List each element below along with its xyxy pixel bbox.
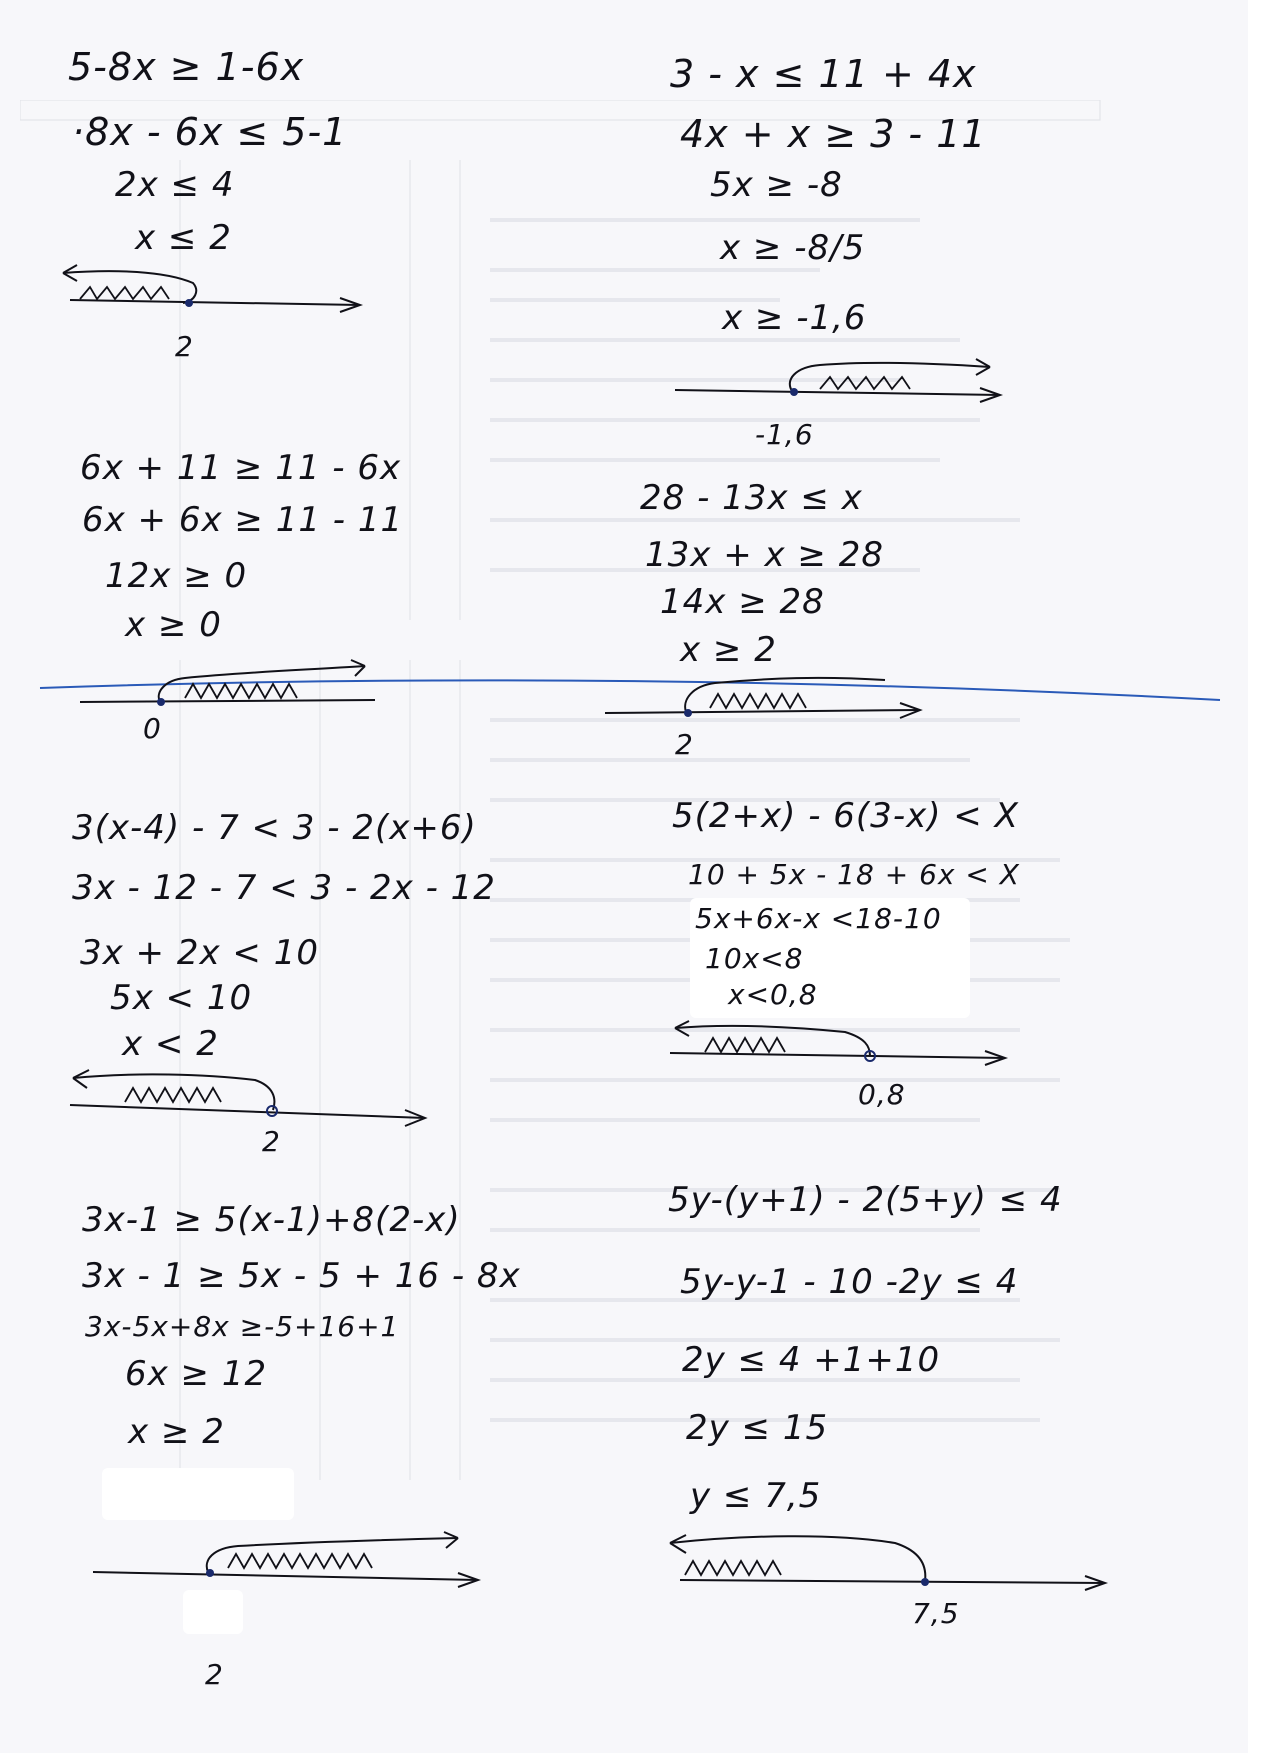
problem-1-number-line (55, 255, 375, 325)
problem-8-line-5: y ≤ 7,5 (690, 1476, 822, 1516)
problem-6-line-2: 10 + 5x - 18 + 6x < X (688, 858, 1020, 891)
problem-7-line-2: 3x - 1 ≥ 5x - 5 + 16 - 8x (82, 1256, 521, 1296)
problem-5-point-label: 2 (262, 1125, 281, 1158)
problem-1-line-1: 5-8x ≥ 1-6x (68, 45, 305, 89)
problem-3-line-3: 12x ≥ 0 (105, 556, 248, 596)
problem-1-line-4: x ≤ 2 (135, 218, 232, 258)
problem-7-line-4: 6x ≥ 12 (125, 1354, 268, 1394)
problem-5-line-1: 3(x-4) - 7 < 3 - 2(x+6) (72, 808, 477, 848)
problem-2-line-3: 5x ≥ -8 (710, 165, 843, 205)
problem-2-number-line (670, 355, 1010, 415)
problem-7-line-1: 3x-1 ≥ 5(x-1)+8(2-x) (82, 1200, 461, 1240)
problem-2-line-4: x ≥ -8/5 (720, 228, 866, 268)
problem-6-line-4: 10x<8 (705, 942, 804, 975)
problem-3-line-4: x ≥ 0 (125, 605, 222, 645)
problem-4-number-line (600, 668, 930, 728)
problem-4-line-1: 28 - 13x ≤ x (640, 478, 863, 518)
problem-8-line-1: 5y-(y+1) - 2(5+y) ≤ 4 (668, 1180, 1063, 1220)
whiteout-patch (102, 1468, 294, 1520)
problem-1-line-3: 2x ≤ 4 (115, 165, 235, 205)
problem-8-line-2: 5y-y-1 - 10 -2y ≤ 4 (680, 1262, 1019, 1302)
problem-3-line-1: 6x + 11 ≥ 11 - 6x (80, 448, 402, 488)
problem-6-point-label: 0,8 (858, 1078, 906, 1111)
problem-8-line-4: 2y ≤ 15 (686, 1408, 829, 1448)
problem-6-line-5: x<0,8 (728, 978, 818, 1011)
problem-5-line-2: 3x - 12 - 7 < 3 - 2x - 12 (72, 868, 496, 908)
problem-2-point-label: -1,6 (755, 418, 814, 451)
problem-3-number-line (75, 660, 385, 715)
problem-4-line-4: x ≥ 2 (680, 630, 777, 670)
problem-4-line-2: 13x + x ≥ 28 (645, 535, 884, 575)
problem-1-line-2: ·8x - 6x ≤ 5-1 (72, 110, 348, 154)
problem-5-line-5: x < 2 (122, 1024, 219, 1064)
problem-7-point-label: 2 (205, 1658, 224, 1691)
problem-2-line-1: 3 - x ≤ 11 + 4x (670, 52, 977, 96)
problem-3-line-2: 6x + 6x ≥ 11 - 11 (82, 500, 404, 540)
problem-3-point-label: 0 (143, 712, 162, 745)
problem-5-line-3: 3x + 2x < 10 (80, 933, 319, 973)
problem-2-line-5: x ≥ -1,6 (722, 298, 867, 338)
problem-5-number-line (65, 1060, 435, 1130)
problem-6-number-line (665, 1018, 1015, 1078)
problem-8-number-line (665, 1525, 1115, 1595)
problem-2-line-2: 4x + x ≥ 3 - 11 (680, 112, 987, 156)
problem-1-point-label: 2 (175, 330, 194, 363)
scan-margin (1248, 0, 1275, 1753)
problem-4-line-3: 14x ≥ 28 (660, 582, 825, 622)
problem-8-point-label: 7,5 (912, 1597, 960, 1630)
problem-7-line-3: 3x-5x+8x ≥-5+16+1 (85, 1310, 400, 1343)
problem-7-number-line (88, 1530, 488, 1610)
problem-5-line-4: 5x < 10 (110, 978, 253, 1018)
problem-6-line-3: 5x+6x-x <18-10 (695, 902, 942, 935)
problem-8-line-3: 2y ≤ 4 +1+10 (682, 1340, 941, 1380)
problem-4-point-label: 2 (675, 728, 694, 761)
problem-6-line-1: 5(2+x) - 6(3-x) < X (672, 796, 1019, 836)
problem-7-line-5: x ≥ 2 (128, 1412, 225, 1452)
